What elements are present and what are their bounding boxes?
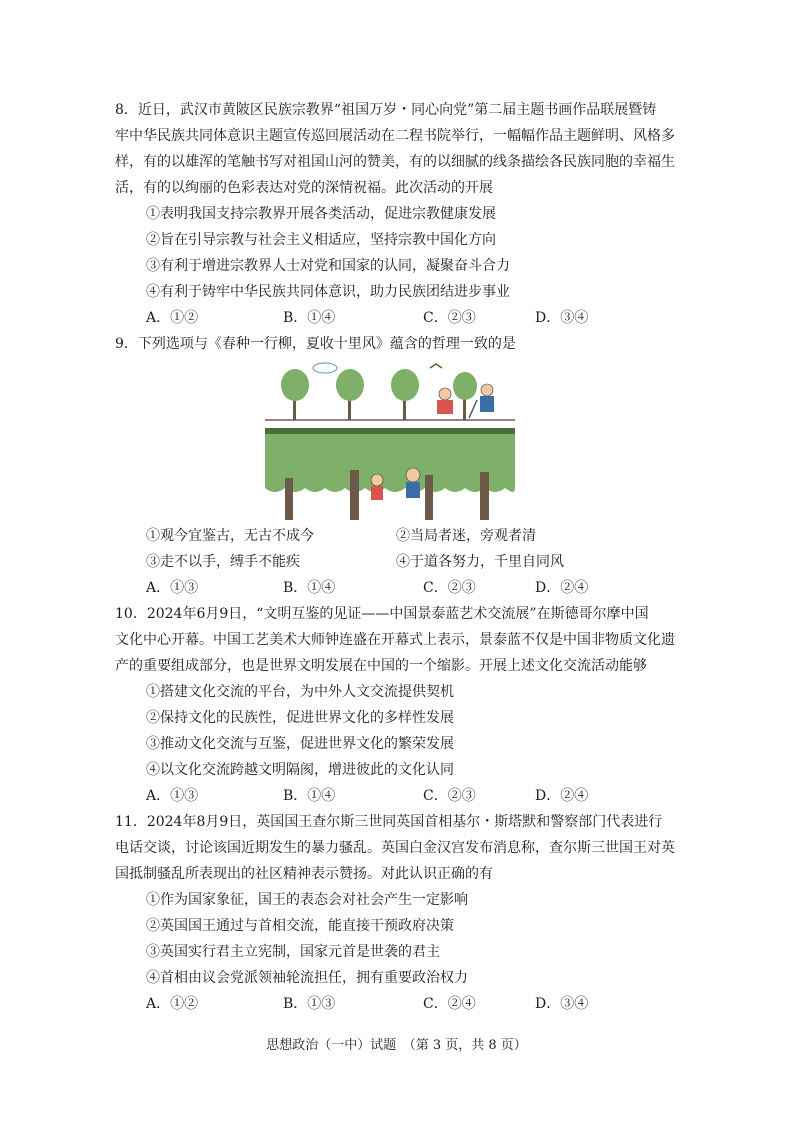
q8-statement-2: ②旨在引导宗教与社会主义相适应，坚持宗教中国化方向 (146, 232, 496, 248)
willow-trunk-3 (425, 475, 433, 520)
small-willow-4 (453, 372, 477, 420)
q9-statement-1: ①观今宜鉴古，无古不成今 (146, 528, 314, 544)
q8-option-d[interactable]: D．③④ (535, 310, 589, 326)
willow-trunk-2 (350, 470, 359, 520)
q11-option-d[interactable]: D．③④ (535, 996, 589, 1012)
small-willow-1 (281, 369, 309, 420)
q8-stem-line-4: 活，有的以绚丽的色彩表达对党的深情祝福。此次活动的开展 (115, 180, 493, 196)
q11-option-a[interactable]: A．①② (146, 996, 199, 1012)
harvest-scene (265, 428, 515, 520)
q11-statement-4: ④首相由议会党派领袖轮流担任，拥有重要政治权力 (146, 970, 468, 986)
q9-option-b[interactable]: B．①④ (283, 580, 336, 596)
q10-stem-line-3: 产的重要组成部分，也是世界文明发展在中国的一个缩影。开展上述文化交流活动能够 (115, 658, 647, 674)
q9-stem: 9．下列选项与《春种一行柳，夏收十里风》蕴含的哲理一致的是 (115, 336, 516, 352)
q9-option-c[interactable]: C．②③ (423, 580, 476, 596)
q11-option-c[interactable]: C．②④ (423, 996, 476, 1012)
q8-statement-1: ①表明我国支持宗教界开展各类活动，促进宗教健康发展 (146, 206, 496, 222)
q10-statement-4: ④以文化交流跨越文明隔阂，增进彼此的文化认同 (146, 762, 454, 778)
q9-options (146, 578, 616, 598)
q11-options (146, 994, 616, 1014)
q11-statement-3: ③英国实行君主立宪制，国家元首是世袭的君主 (146, 944, 440, 960)
small-willow-2 (336, 369, 364, 420)
willow-trunk-1 (285, 478, 293, 520)
q9-statements-row-2 (146, 552, 616, 572)
q8-option-a[interactable]: A．①② (146, 310, 199, 326)
q8-option-b[interactable]: B．①④ (283, 310, 336, 326)
q10-statement-3: ③推动文化交流与互鉴，促进世界文化的繁荣发展 (146, 736, 454, 752)
planting-scene (265, 363, 515, 420)
q8-stem-line-3: 样，有的以雄浑的笔触书写对祖国山河的赞美，有的以细腻的线条描绘各民族同胞的幸福生 (115, 154, 675, 170)
q10-statement-2: ②保持文化的民族性，促进世界文化的多样性发展 (146, 710, 454, 726)
q11-stem-line-2: 电话交谈，讨论该国近期发生的暴力骚乱。英国白金汉宫发布消息称，查尔斯三世国王对英 (115, 840, 675, 856)
q9-option-d[interactable]: D．②④ (535, 580, 589, 596)
small-willow-3 (391, 369, 419, 420)
q10-options (146, 786, 616, 806)
q8-stem-line-2: 牢中华民族共同体意识主题宣传巡回展活动在二程书院举行，一幅幅作品主题鲜明、风格多 (115, 128, 675, 144)
willow-trunk-4 (480, 472, 489, 520)
q8-statement-4: ④有利于铸牢中华民族共同体意识，助力民族团结进步事业 (146, 284, 510, 300)
q8-stem-line-1: 8．近日，武汉市黄陂区民族宗教界“祖国万岁・同心向党”第二届主题书画作品联展暨铸 (115, 102, 657, 118)
q11-statement-1: ①作为国家象征，国王的表态会对社会产生一定影响 (146, 892, 468, 908)
q10-option-a[interactable]: A．①③ (146, 788, 199, 804)
q9-statement-3: ③走不以手，缚手不能疾 (146, 554, 300, 570)
q8-options (146, 308, 616, 328)
q9-statement-2: ②当局者迷，旁观者清 (396, 528, 536, 544)
q8-option-c[interactable]: C．②③ (423, 310, 476, 326)
q10-stem-line-2: 文化中心开幕。中国工艺美术大师钟连盛在开幕式上表示，景泰蓝不仅是中国非物质文化遗 (115, 632, 675, 648)
q10-statement-1: ①搭建文化交流的平台，为中外人文交流提供契机 (146, 684, 454, 700)
q10-option-c[interactable]: C．②③ (423, 788, 476, 804)
q10-option-d[interactable]: D．②④ (535, 788, 589, 804)
q11-stem-line-1: 11．2024年8月9日，英国国王查尔斯三世同英国首相基尔・斯塔默和警察部门代表进行 (115, 814, 663, 830)
q11-option-b[interactable]: B．①③ (283, 996, 336, 1012)
page-footer: 思想政治（一中）试题 （第 3 页，共 8 页） (266, 1038, 527, 1053)
q11-stem-line-3: 国抵制骚乱所表现出的社区精神表示赞扬。对此认识正确的有 (115, 866, 493, 882)
willow-illustration (265, 360, 515, 520)
q9-option-a[interactable]: A．①③ (146, 580, 199, 596)
q8-statement-3: ③有利于增进宗教界人士对党和国家的认同，凝聚奋斗合力 (146, 258, 510, 274)
q9-statement-4: ④于道各努力，千里自同风 (396, 554, 564, 570)
q10-stem-line-1: 10．2024年6月9日，“文明互鉴的见证——中国景泰蓝艺术交流展”在斯德哥尔摩中国 (115, 606, 649, 622)
q10-option-b[interactable]: B．①④ (283, 788, 336, 804)
q9-statements-row-1 (146, 526, 616, 546)
q11-statement-2: ②英国国王通过与首相交流，能直接干预政府决策 (146, 918, 454, 934)
